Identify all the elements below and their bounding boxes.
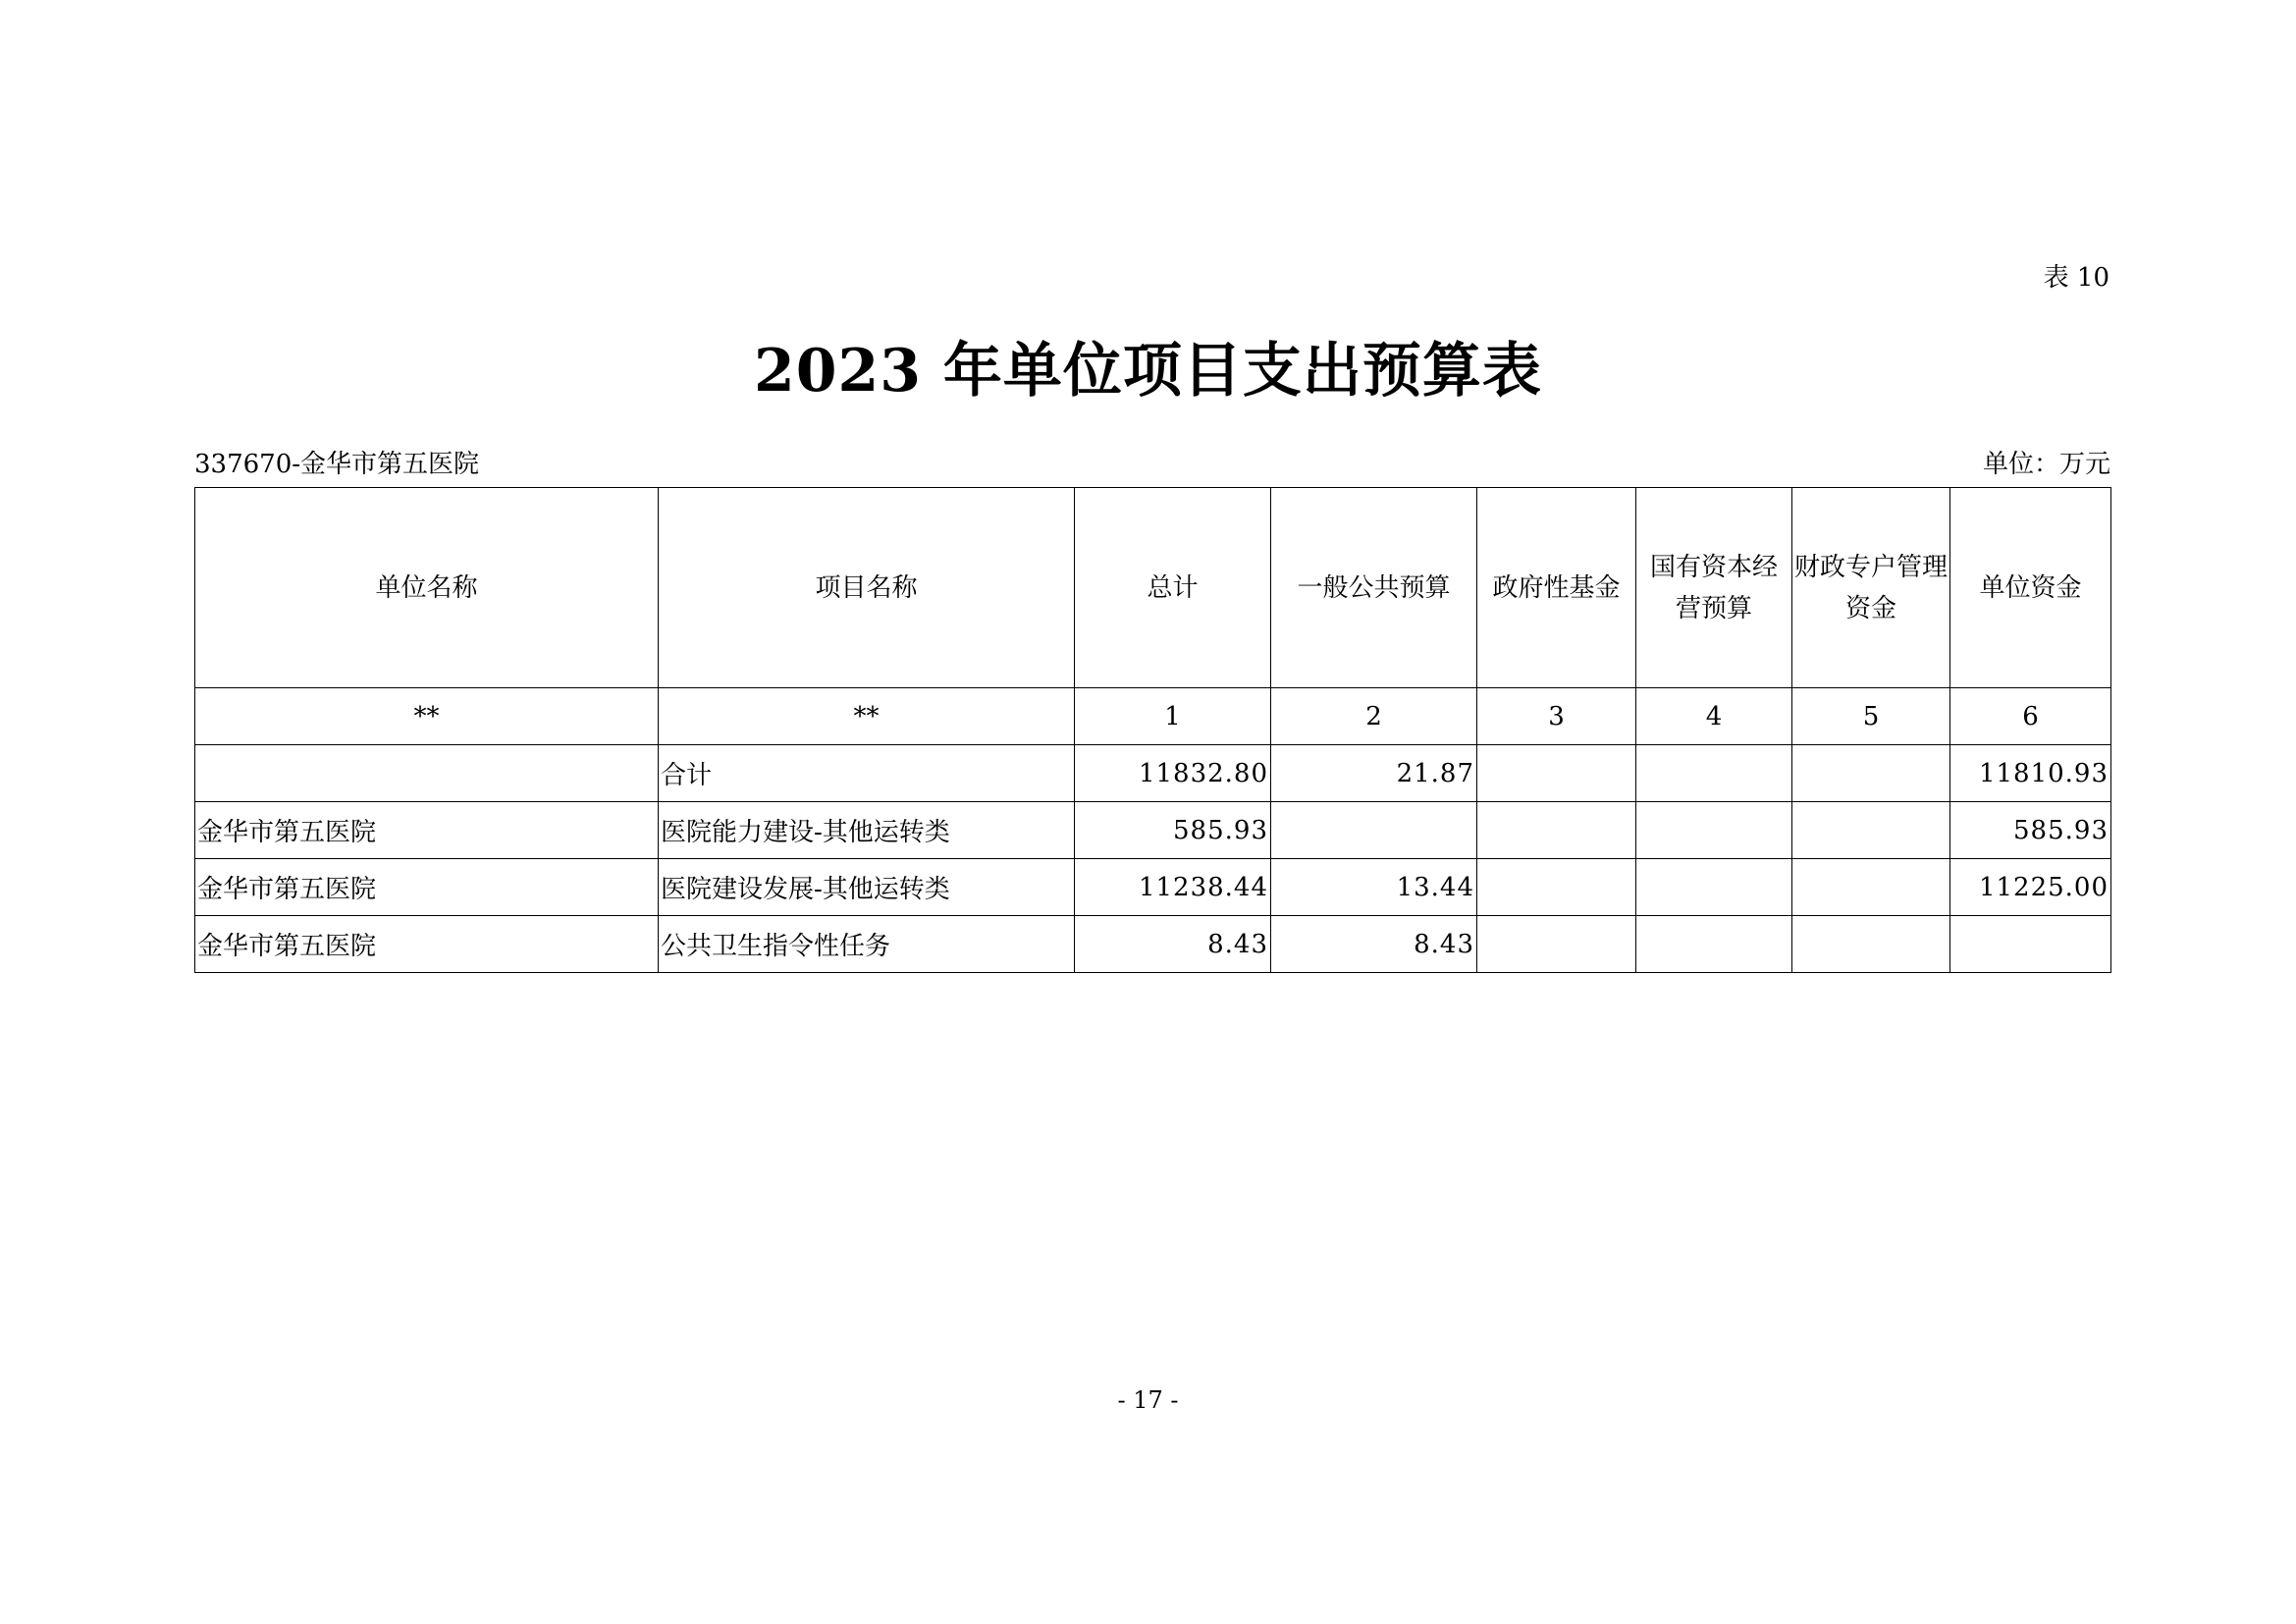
cell-government-fund [1477, 745, 1636, 802]
cell-total: 11832.80 [1075, 745, 1271, 802]
cell-unit-funds [1950, 916, 2111, 973]
header-row [195, 488, 2111, 688]
cell-project-name: 医院建设发展-其他运转类 [659, 859, 1075, 916]
header-total: 总计 [1075, 488, 1271, 688]
header-project-name: 项目名称 [659, 488, 1075, 688]
table-row [195, 916, 2111, 973]
cell-state-capital [1636, 802, 1792, 859]
page-number: - 17 - [1117, 1386, 1179, 1414]
cell-state-capital [1636, 859, 1792, 916]
header-state-capital: 国有资本经营预算 [1636, 488, 1792, 688]
cell-project-name: 医院能力建设-其他运转类 [659, 802, 1075, 859]
cell-total: 8.43 [1075, 916, 1271, 973]
cell-unit-name: 金华市第五医院 [195, 802, 659, 859]
cell-unit-funds: 11225.00 [1950, 859, 2111, 916]
meta-row [194, 444, 2110, 480]
cell-special-account [1792, 745, 1950, 802]
table-row [195, 802, 2111, 859]
index-cell: 6 [1950, 688, 2111, 745]
cell-unit-funds: 585.93 [1950, 802, 2111, 859]
cell-special-account [1792, 802, 1950, 859]
page-title: 2023 年单位项目支出预算表 [754, 337, 1542, 406]
cell-unit-name: 金华市第五医院 [195, 916, 659, 973]
index-cell: ** [659, 688, 1075, 745]
cell-unit-name: 金华市第五医院 [195, 859, 659, 916]
cell-government-fund [1477, 916, 1636, 973]
cell-state-capital [1636, 916, 1792, 973]
table-number: 表 10 [2043, 263, 2109, 293]
header-unit-funds: 单位资金 [1950, 488, 2111, 688]
header-special-account: 财政专户管理资金 [1792, 488, 1950, 688]
cell-general-budget [1271, 802, 1477, 859]
cell-government-fund [1477, 859, 1636, 916]
header-government-fund: 政府性基金 [1477, 488, 1636, 688]
cell-unit-name [195, 745, 659, 802]
cell-project-name: 合计 [659, 745, 1075, 802]
cell-special-account [1792, 916, 1950, 973]
index-row [195, 688, 2111, 745]
index-cell: 3 [1477, 688, 1636, 745]
cell-general-budget: 8.43 [1271, 916, 1477, 973]
cell-unit-funds: 11810.93 [1950, 745, 2111, 802]
cell-general-budget: 13.44 [1271, 859, 1477, 916]
cell-total: 585.93 [1075, 802, 1271, 859]
index-cell: 1 [1075, 688, 1271, 745]
cell-total: 11238.44 [1075, 859, 1271, 916]
cell-state-capital [1636, 745, 1792, 802]
index-cell: 2 [1271, 688, 1477, 745]
index-cell: 5 [1792, 688, 1950, 745]
index-cell: ** [195, 688, 659, 745]
budget-table [194, 487, 2111, 973]
cell-project-name: 公共卫生指令性任务 [659, 916, 1075, 973]
header-general-budget: 一般公共预算 [1271, 488, 1477, 688]
table-row-total [195, 745, 2111, 802]
header-unit-name: 单位名称 [195, 488, 659, 688]
cell-government-fund [1477, 802, 1636, 859]
cell-general-budget: 21.87 [1271, 745, 1477, 802]
unit-code: 337670-金华市第五医院 [194, 450, 480, 479]
index-cell: 4 [1636, 688, 1792, 745]
currency-unit: 单位：万元 [1982, 450, 2110, 479]
cell-special-account [1792, 859, 1950, 916]
table-row [195, 859, 2111, 916]
